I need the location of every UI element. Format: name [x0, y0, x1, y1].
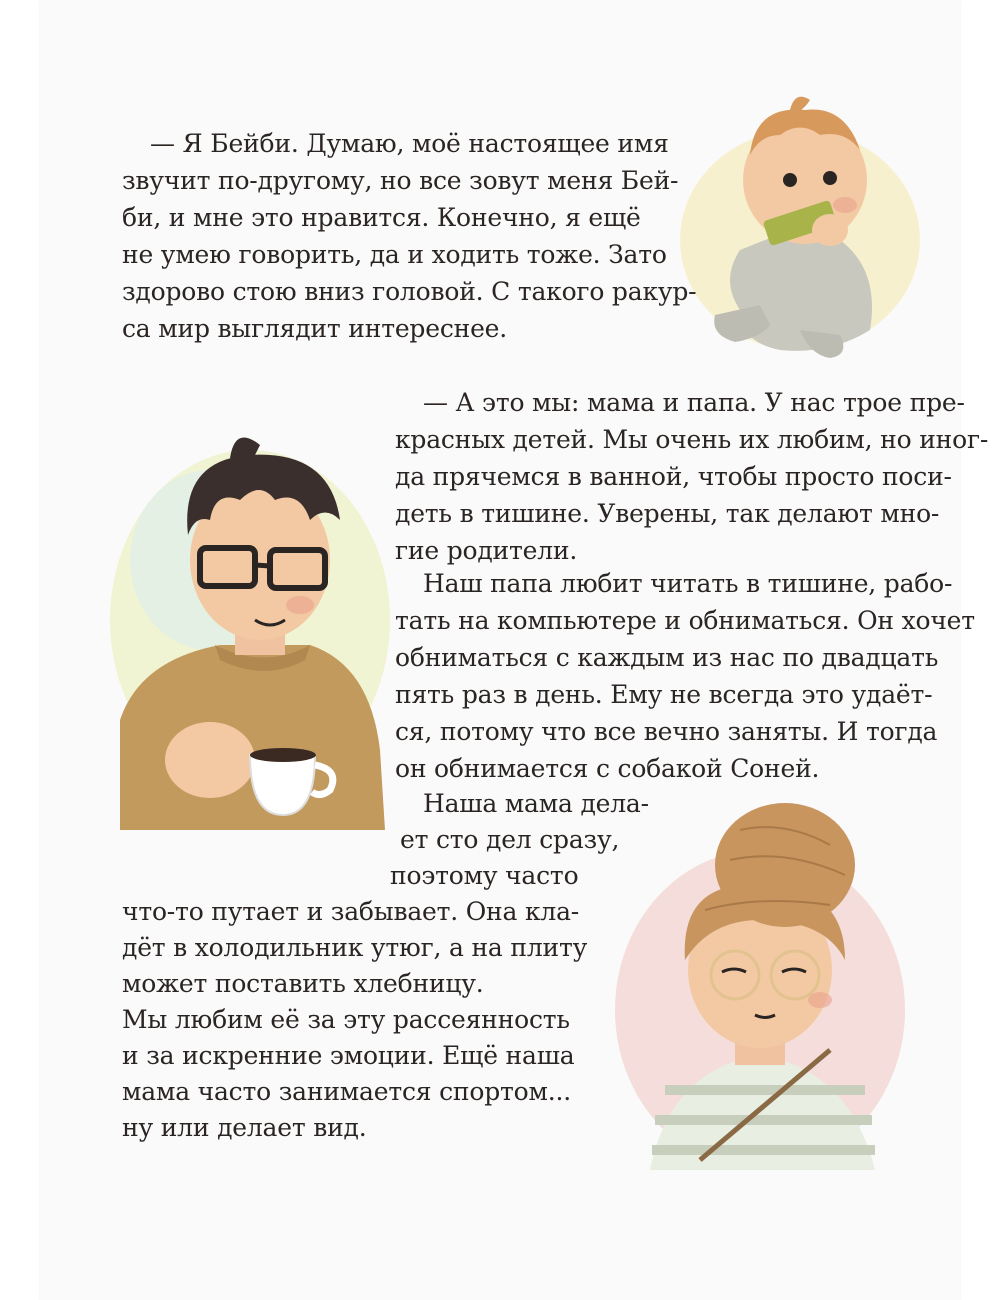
- text-line: мама часто занимается спортом...: [122, 1077, 571, 1106]
- text-line: ся, потому что все вечно заняты. И тогда: [395, 717, 938, 746]
- text-line: дёт в холодильник утюг, а на плиту: [122, 933, 588, 962]
- text-line: — А это мы: мама и папа. У нас трое пре-: [423, 388, 965, 417]
- text-line: са мир выглядит интереснее.: [122, 314, 508, 343]
- dad-illustration: [100, 420, 400, 840]
- text-line: здорово стою вниз головой. С такого ракур-: [122, 277, 697, 306]
- text-line: — Я Бейби. Думаю, моё настоящее имя: [150, 129, 669, 158]
- text-line: деть в тишине. Уверены, так делают мно-: [395, 499, 940, 528]
- text-line: пять раз в день. Ему не всегда это удаёт-: [395, 680, 933, 709]
- text-line: красных детей. Мы очень их любим, но иног-: [395, 425, 989, 454]
- text-line: обниматься с каждым из нас по двадцать: [395, 643, 939, 672]
- text-line: он обнимается с собакой Соней.: [395, 754, 820, 783]
- text-line: не умею говорить, да и ходить тоже. Зато: [122, 240, 667, 269]
- text-line: что-то путает и забывает. Она кла-: [122, 897, 580, 926]
- text-line: тать на компьютере и обниматься. Он хочет: [395, 606, 975, 635]
- mom-illustration: [610, 790, 910, 1170]
- text-line: ет сто дел сразу,: [400, 825, 620, 854]
- text-line: Мы любим её за эту рассеянность: [122, 1005, 570, 1034]
- text-line: поэтому часто: [390, 861, 579, 890]
- text-line: би, и мне это нравится. Конечно, я ещё: [122, 203, 641, 232]
- text-line: гие родители.: [395, 536, 578, 565]
- book-page: [40, 0, 989, 1300]
- text-line: может поставить хлебницу.: [122, 969, 484, 998]
- text-line: Наш папа любит читать в тишине, рабо-: [423, 569, 953, 598]
- baby-illustration: [680, 80, 930, 370]
- text-line: ну или делает вид.: [122, 1113, 367, 1142]
- text-line: и за искренние эмоции. Ещё наша: [122, 1041, 575, 1070]
- text-line: да прячемся в ванной, чтобы просто поси-: [395, 462, 952, 491]
- text-line: Наша мама дела-: [423, 789, 649, 818]
- text-line: звучит по-другому, но все зовут меня Бей-: [122, 166, 679, 195]
